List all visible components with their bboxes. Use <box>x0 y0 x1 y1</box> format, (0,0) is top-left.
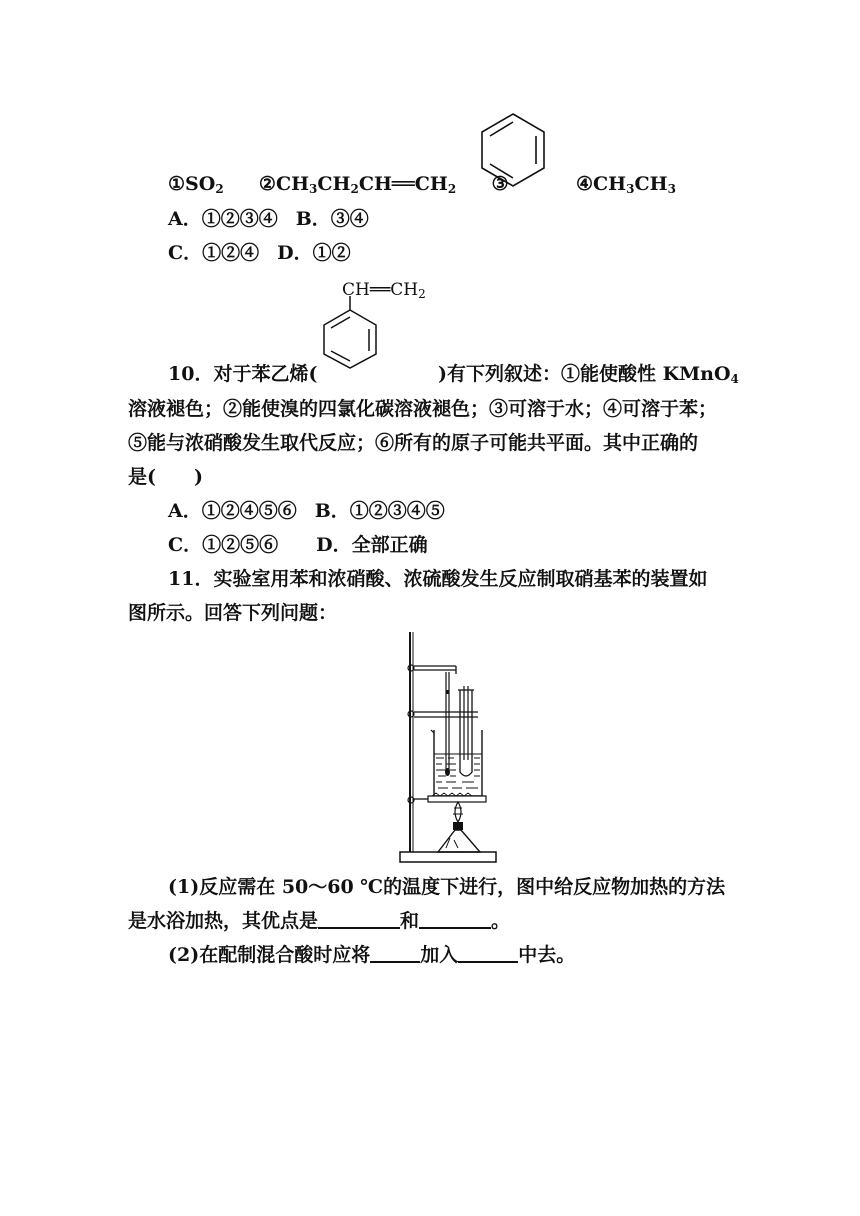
q10-line-1-end: )有下列叙述：①能使酸性 KMnO$_4$ <box>438 363 739 386</box>
answer-blank-1[interactable] <box>318 909 400 929</box>
q11-line-2: 图所示。回答下列问题： <box>128 602 338 624</box>
q10-line-4: 是( ) <box>128 466 203 488</box>
nitrobenzene-apparatus-diagram <box>398 630 498 866</box>
answer-blank-2[interactable] <box>419 909 491 929</box>
q11-part2-line: (2)在配制混合酸时应将 加入 中去。 <box>168 944 576 966</box>
q9-choice-c: C．①②④ <box>168 242 260 264</box>
q11-part1-line-1: (1)反应需在 50～60 ℃的温度下进行，图中给反应物加热的方法 <box>168 876 726 898</box>
q9-option-1: $①SO_2$ <box>168 173 224 196</box>
q9-choice-b: B．③④ <box>295 208 369 230</box>
q10-choice-a: A．①②④⑤⑥ <box>168 500 297 522</box>
q10-choice-b: B．①②③④⑤ <box>314 500 445 522</box>
q9-option-3: ③ <box>491 173 509 195</box>
q9-choice-a: A．①②③④ <box>168 208 278 230</box>
q9-option-2: $②CH_3CH_2CH══CH_2$ <box>258 173 457 196</box>
q10-line-2: 溶液褪色；②能使溴的四氯化碳溶液褪色；③可溶于水；④可溶于苯； <box>128 398 718 420</box>
styrene-label: $CH══CH_2$ <box>342 280 426 301</box>
q11-line-1: 11．实验室用苯和浓硝酸、浓硫酸发生反应制取硝基苯的装置如 <box>168 568 708 590</box>
q10-choice-c: C．①②⑤⑥ <box>168 534 279 556</box>
q10-choices-cd <box>168 533 428 557</box>
q9-choices-ab <box>168 207 369 231</box>
benzene-structure-diagram <box>478 110 548 190</box>
q10-line-3: ⑤能与浓硝酸发生取代反应；⑥所有的原子可能共平面。其中正确的 <box>128 432 699 454</box>
q10-line-1-start: 10．对于苯乙烯( <box>168 363 318 385</box>
q9-choice-d: D．①② <box>277 242 351 264</box>
q10-choices-ab <box>168 499 445 523</box>
answer-blank-4[interactable] <box>458 943 518 963</box>
styrene-ring-diagram <box>320 296 380 370</box>
q9-choices-cd <box>168 241 351 265</box>
q9-options-line <box>168 172 509 201</box>
q10-choice-d: D．全部正确 <box>316 534 428 556</box>
answer-blank-3[interactable] <box>370 943 420 963</box>
q11-part1-line-2: 是水浴加热，其优点是 和 。 <box>128 910 511 932</box>
q9-option-4: $④CH_3CH_3$ <box>576 173 676 196</box>
